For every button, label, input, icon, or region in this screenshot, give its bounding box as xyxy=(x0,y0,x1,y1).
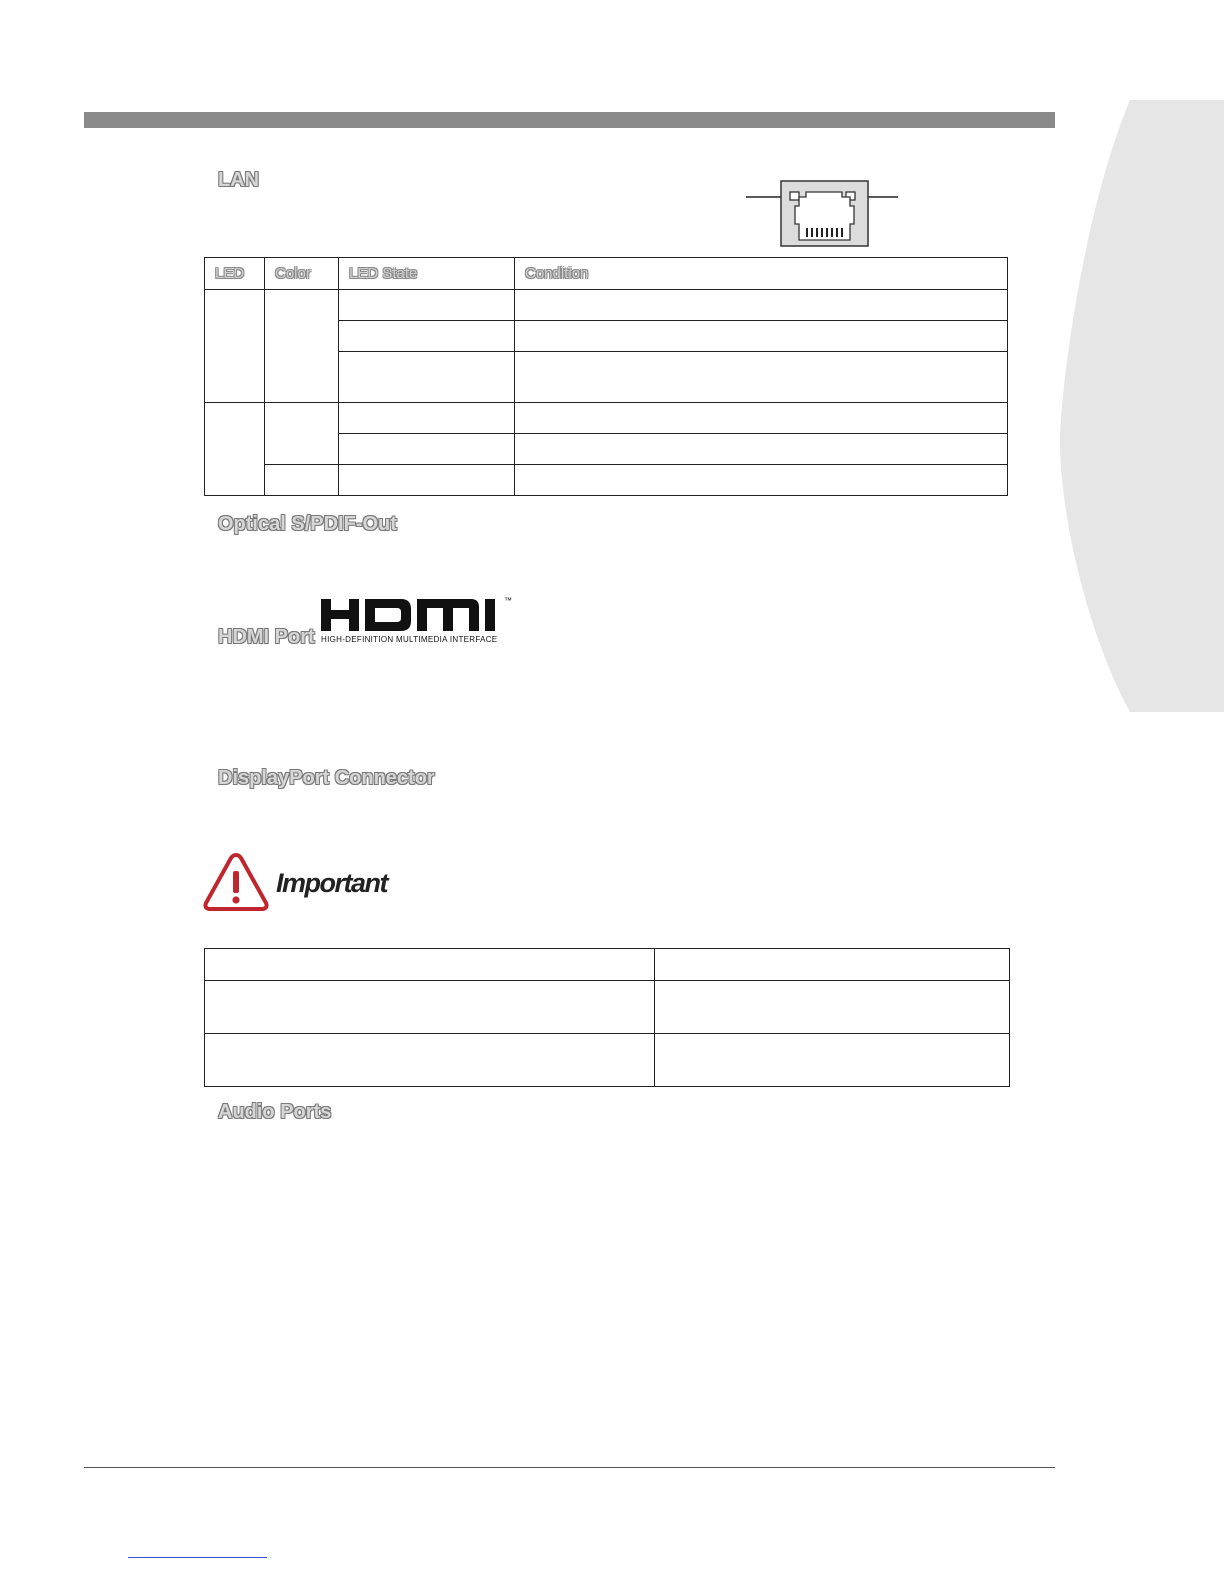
section-heading-lan: LAN xyxy=(218,169,260,191)
footer-divider xyxy=(84,1467,1055,1468)
hdmi-logo xyxy=(321,598,517,646)
hdmi-wordmark-icon xyxy=(321,598,501,632)
table-cell xyxy=(205,403,265,496)
hdmi-trademark: ™ xyxy=(504,596,512,605)
warning-triangle-icon xyxy=(202,851,270,913)
table-cell xyxy=(205,949,655,981)
section-heading-spdif: Optical S/PDIF-Out xyxy=(218,513,397,535)
lan-led-table xyxy=(204,257,1008,496)
table-row xyxy=(205,981,1010,1034)
table-cell xyxy=(265,290,339,403)
table-row xyxy=(205,949,1010,981)
table-cell xyxy=(339,403,515,434)
table-cell xyxy=(205,981,655,1034)
table-row xyxy=(205,290,1008,321)
footer-link-underline[interactable] xyxy=(128,1557,267,1558)
table-cell xyxy=(205,290,265,403)
table-header-row xyxy=(205,258,1008,290)
section-heading-audio: Audio Ports xyxy=(218,1101,332,1123)
table-cell xyxy=(205,1034,655,1087)
table-cell xyxy=(655,949,1010,981)
table-row xyxy=(205,403,1008,434)
table-cell xyxy=(339,434,515,465)
table-cell xyxy=(339,465,515,496)
column-header-condition: Condition xyxy=(515,258,1008,290)
table-cell xyxy=(515,352,1008,403)
section-heading-displayport: DisplayPort Connector xyxy=(218,767,435,789)
section-heading-hdmi: HDMI Port xyxy=(218,626,315,648)
table-cell xyxy=(515,465,1008,496)
displayport-table xyxy=(204,948,1010,1087)
column-header-led-state: LED State xyxy=(339,258,515,290)
column-header-color: Color xyxy=(265,258,339,290)
table-cell xyxy=(655,1034,1010,1087)
lan-jack-icon xyxy=(746,180,900,248)
table-cell xyxy=(655,981,1010,1034)
table-cell xyxy=(265,403,339,465)
table-cell xyxy=(515,290,1008,321)
table-cell xyxy=(339,321,515,352)
top-header-bar xyxy=(84,112,1055,128)
table-row xyxy=(205,465,1008,496)
chapter-side-tab xyxy=(1060,100,1224,712)
table-cell xyxy=(515,434,1008,465)
table-cell xyxy=(265,465,339,496)
table-cell xyxy=(339,352,515,403)
table-cell xyxy=(515,321,1008,352)
table-cell xyxy=(515,403,1008,434)
table-row xyxy=(205,1034,1010,1087)
hdmi-logo-subtitle: HIGH-DEFINITION MULTIMEDIA INTERFACE xyxy=(321,635,498,644)
table-cell xyxy=(339,290,515,321)
important-label: Important xyxy=(276,868,387,898)
column-header-led: LED xyxy=(205,258,265,290)
